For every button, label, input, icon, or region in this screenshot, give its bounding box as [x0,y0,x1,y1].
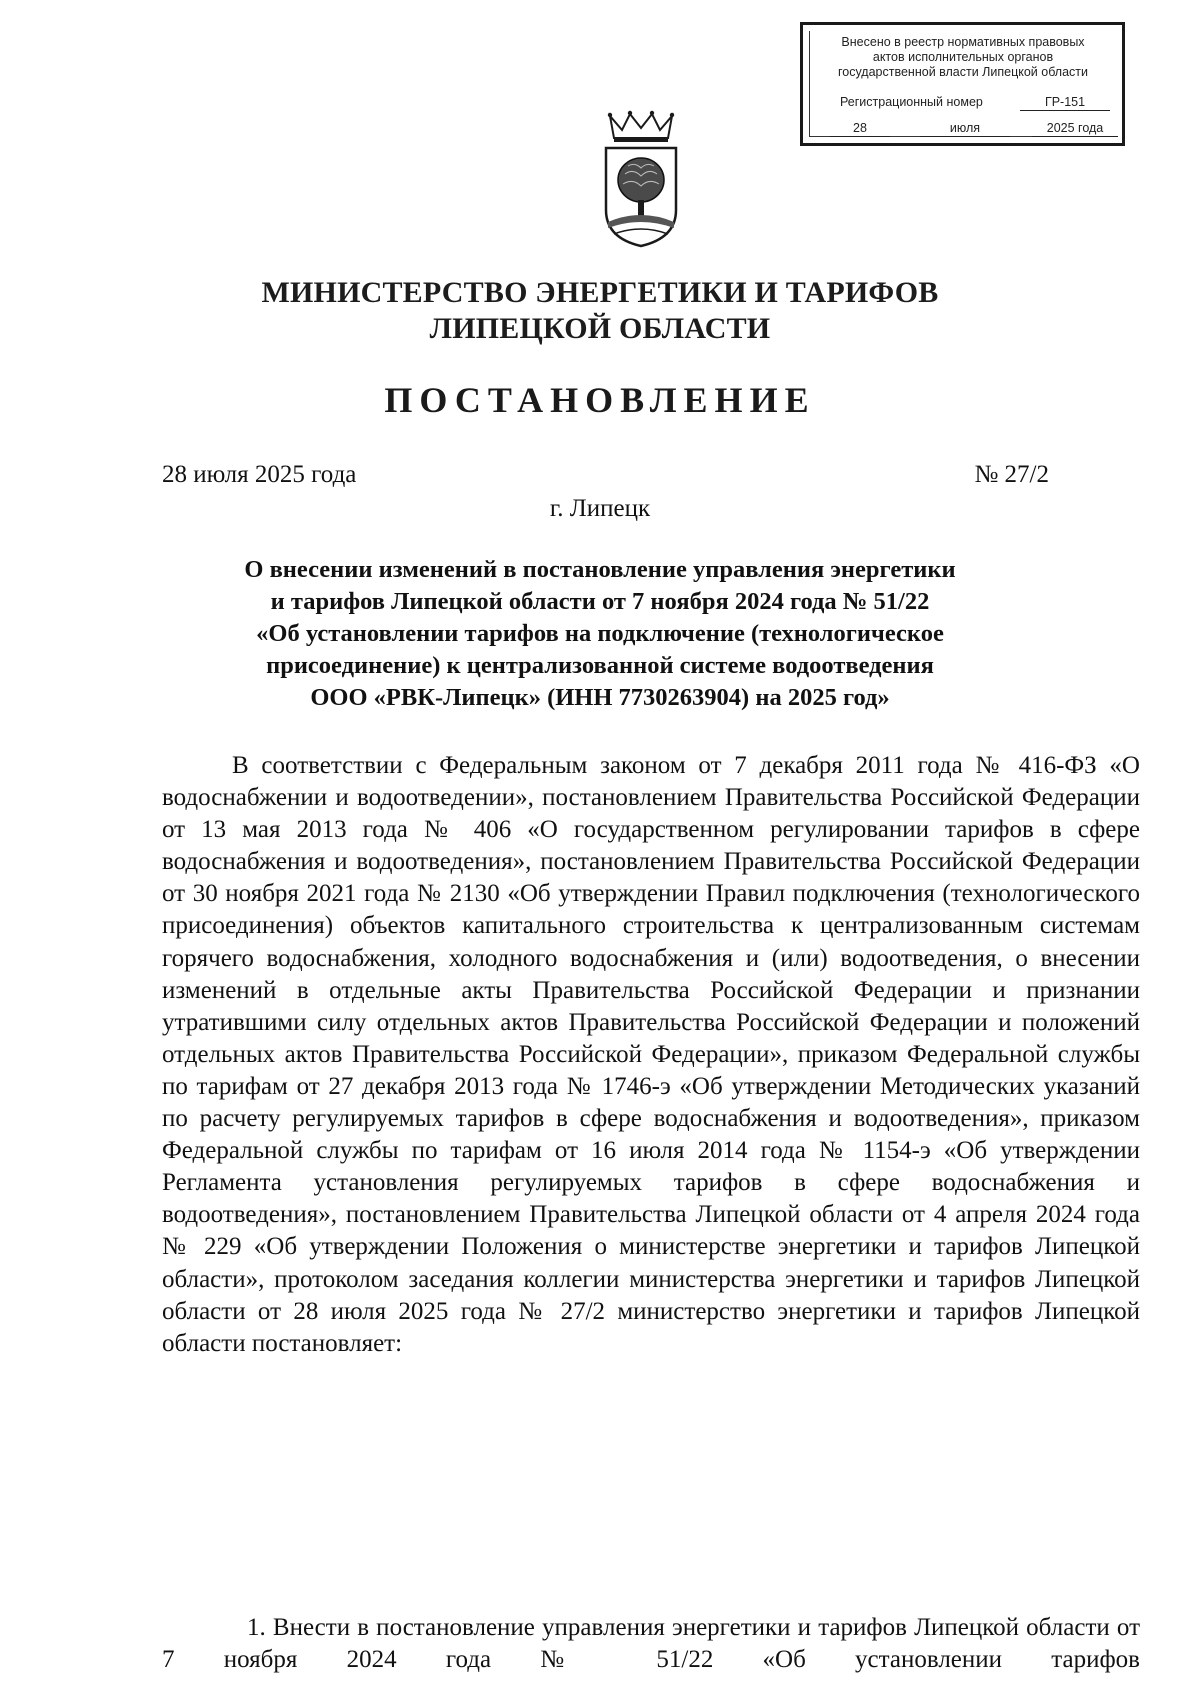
ministry-name [0,275,1200,347]
stamp-line-1: Внесено в реестр нормативных правовых [841,35,1085,49]
decree-title-line: присоединение) к централизованной системе водоотведения [266,652,934,679]
stamp-line-2: актов исполнительных органов [872,50,1054,64]
decree-body [162,750,1140,1360]
stamp-registration-number: ГР-151 [1020,95,1110,111]
stamp-year: 2025 года [1032,121,1118,137]
stamp-month: июля [920,121,1010,137]
decree-title-line: «Об установлении тарифов на подключение (технологическое [256,620,944,647]
decree-number: № 27/2 [974,461,1049,488]
coat-of-arms-icon [600,110,682,250]
item-1-paragraph: 1. Внести в постановление управления энергетики и тарифов Липецкой области от 7 ноября 2024 года № 51/22 «Об установлении тарифов [162,1614,1140,1674]
decree-date: 28 июля 2025 года [162,461,357,488]
stamp-line-3: государственной власти Липецкой области [837,65,1089,79]
ministry-name-line-2: ЛИПЕЦКОЙ ОБЛАСТИ [429,312,771,345]
decree-title-line: О внесении изменений в постановление управления энергетики [244,556,956,583]
stamp-date-row [810,121,1116,139]
registry-stamp [800,22,1125,146]
registry-stamp-text [810,31,1116,80]
decree-title-line: ООО «РВК-Липецк» (ИНН 7730263904) на 2025 год» [310,684,890,711]
stamp-registration-row [810,95,1116,113]
preamble-paragraph: В соответствии с Федеральным законом от 7 декабря 2011 года № 416-ФЗ «О водоснабжении и водоотведении», постановлением Правительства Российской Федерации от 13 мая 2013 года № 406 «О государственном регулировании тарифов в сфере водоснабжения и водоотведения», постановлением Правительства Российской Федерации от 30 ноября 2021 года № 2130 «Об утверждении Правил подключения (технологического присоединения) объектов капитального строительства к централизованным системам горячего водоснабжения, холодного водоснабжения и (или) водоотведения, о внесении изменений в отдельные акты Правительства Российской Федерации и признании утратившими силу отдельных актов Правительства Российской Федерации и положений отдельных актов Правительства Российской Федерации», приказом Федеральной службы по тарифам от 27 декабря 2013 года № 1746-э «Об утверждении Методических указаний по расчету регулируемых тарифов в сфере водоснабжения и водоотведения», приказом Федеральной службы по тарифам от 16 июля 2014 года № 1154-э «Об утверждении Регламента установления регулируемых тарифов в сфере водоснабжения и водоотведения», постановлением Правительства Липецкой области от 4 апреля 2024 года № 229 «Об утверждении Положения о министерстве энергетики и тарифов Липецкой области», протоколом заседания коллегии министерства энергетики и тарифов Липецкой области от 28 июля 2025 года № 27/2 министерство энергетики и тарифов Липецкой области постановляет: [162,752,1140,1357]
stamp-registration-label: Регистрационный номер [840,95,983,109]
decree-title [160,554,1040,714]
stamp-day: 28 [830,121,890,137]
decree-heading: ПОСТАНОВЛЕНИЕ [384,380,816,420]
ministry-name-line-1: МИНИСТЕРСТВО ЭНЕРГЕТИКИ И ТАРИФОВ [261,276,939,309]
decree-title-line: и тарифов Липецкой области от 7 ноября 2024 года № 51/22 [270,588,930,615]
decree-city: г. Липецк [549,495,651,522]
registry-stamp-inner [809,31,1116,137]
